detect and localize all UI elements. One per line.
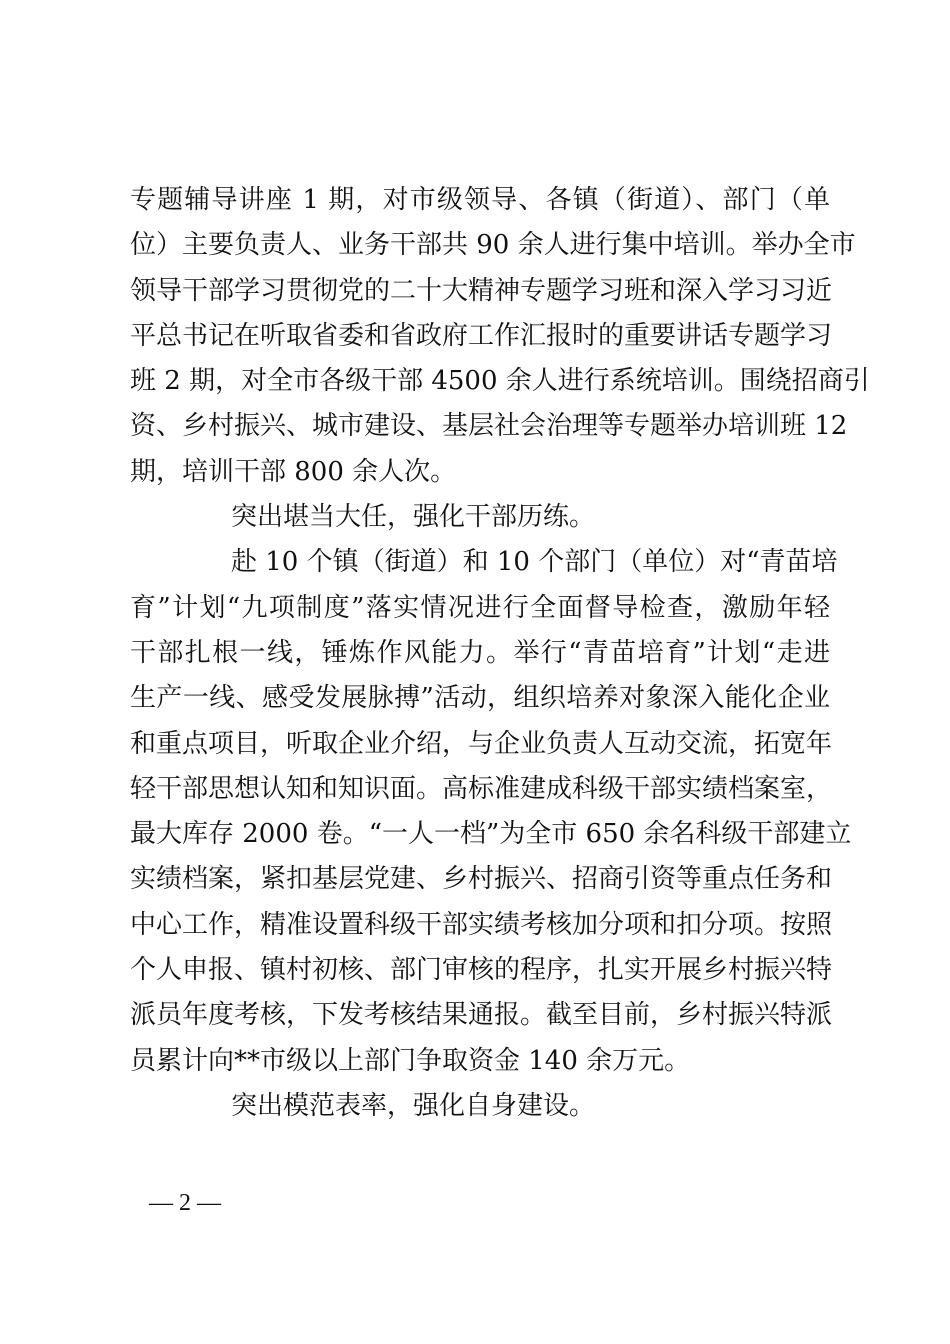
text-line: 班 2 期，对全市各级干部 4500 余人进行系统培训。围绕招商引 xyxy=(130,366,870,397)
text-line: 赴 10 个镇（街道）和 10 个部门（单位）对“青苗培 xyxy=(231,547,838,578)
text-line: 轻干部思想认知和知识面。高标准建成科级干部实绩档案室， xyxy=(130,773,833,804)
text-line: 和重点项目，听取企业介绍，与企业负责人互动交流，拓宽年 xyxy=(130,728,833,759)
section-heading: 突出模范表率，强化自身建设。 xyxy=(231,1090,596,1121)
text-line: 生产一线、感受发展脉搏”活动，组织培养对象深入能化企业 xyxy=(130,683,830,714)
text-line: 员累计向**市级以上部门争取资金 140 余万元。 xyxy=(130,1045,691,1076)
text-line: 中心工作，精准设置科级干部实绩考核加分项和扣分项。按照 xyxy=(130,909,833,940)
page-number: — 2 — xyxy=(149,1190,221,1216)
text-line: 育”计划“九项制度”落实情况进行全面督导检查，激励年轻 xyxy=(130,592,830,623)
text-line: 派员年度考核，下发考核结果通报。截至目前，乡村振兴特派 xyxy=(130,1000,833,1031)
text-line: 位）主要负责人、业务干部共 90 余人进行集中培训。举办全市 xyxy=(130,230,856,261)
text-line: 最大库存 2000 卷。“一人一档”为全市 650 余名科级干部建立 xyxy=(130,819,852,850)
text-line: 实绩档案，紧扣基层党建、乡村振兴、招商引资等重点任务和 xyxy=(130,864,833,895)
section-heading: 突出堪当大任，强化干部历练。 xyxy=(231,502,596,533)
text-line: 专题辅导讲座 1 期，对市级领导、各镇（街道）、部门（单 xyxy=(130,185,830,215)
text-line: 领导干部学习贯彻党的二十大精神专题学习班和深入学习习近 xyxy=(130,275,833,306)
text-line: 干部扎根一线，锤炼作风能力。举行“青苗培育”计划“走进 xyxy=(130,637,830,668)
text-line: 资、乡村振兴、城市建设、基层社会治理等专题举办培训班 12 xyxy=(130,411,848,442)
text-line: 期，培训干部 800 余人次。 xyxy=(130,456,457,487)
text-line: 平总书记在听取省委和省政府工作汇报时的重要讲话专题学习 xyxy=(130,320,833,351)
body-text xyxy=(130,178,870,1129)
text-line: 个人申报、镇村初核、部门审核的程序，扎实开展乡村振兴特 xyxy=(130,955,833,986)
